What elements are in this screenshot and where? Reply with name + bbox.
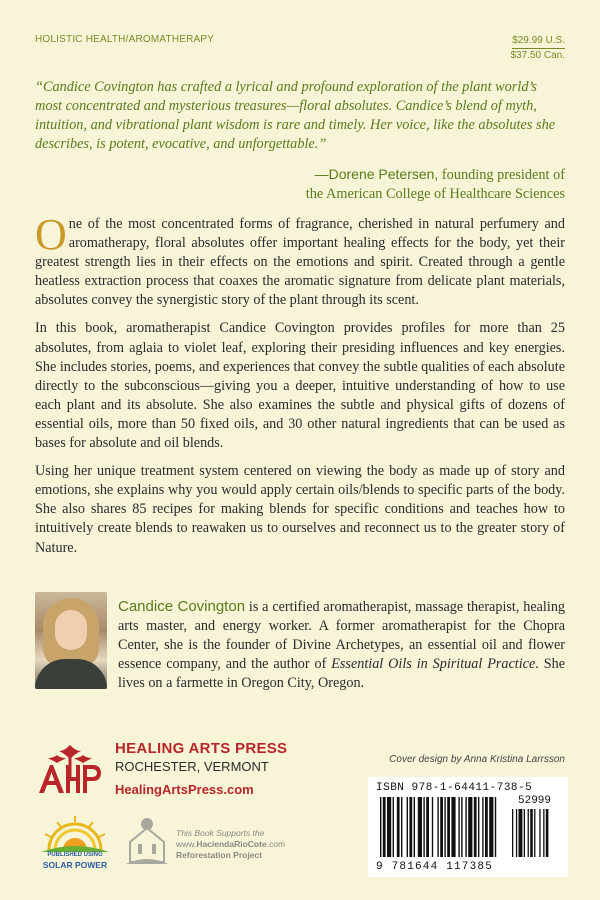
paragraph-1	[35, 210, 565, 310]
reforestation-badge	[122, 814, 285, 866]
category-label: HOLISTIC HEALTH/AROMATHERAPY	[35, 34, 215, 45]
author-name: Candice Covington	[118, 598, 246, 615]
reforestation-url-suffix: .com	[266, 839, 286, 849]
reforestation-line-3: Reforestation Project	[176, 850, 262, 860]
attribution-title-2: the American College of Healthcare Sciences	[305, 186, 565, 202]
paragraph-1-text: ne of the most concentrated forms of fragrance, cherished in natural perfumery and aromatherapy, floral absolutes offer important healing effects for the body, yet their greatest strength lies in their effects on the emotions and spirit. Created through a gentle heatless extraction process that coaxes the aromatic signature from delicate plant materials, absolutes convey the synergistic story of the plant through its scent.	[35, 216, 565, 309]
isbn-label: ISBN 978-1-64411-738-5	[376, 782, 533, 794]
price-block	[511, 34, 566, 62]
price-ca: $37.50 Can.	[510, 50, 565, 61]
attribution-name: —Dorene Petersen,	[314, 166, 439, 182]
endorsement-quote: “Candice Covington has crafted a lyrical and profound exploration of the plant world’s most concentrated and mysterious treasures—floral absolutes. Candice’s blend of myth, intuition, and vibrational plant wisdom is rare and timely. Her voice, like the absolutes she describes, is potent, evocative, and unforgettable.”	[35, 79, 556, 152]
barcode-price-code: 52999	[518, 795, 552, 807]
isbn-digits: 9 781644 117385	[376, 861, 494, 873]
reforestation-line-2[interactable]	[176, 839, 285, 850]
solar-line-2: SOLAR POWER	[42, 860, 108, 870]
ahp-tree-logo-icon	[35, 741, 105, 797]
author-photo-shirt	[35, 659, 107, 689]
price-us: $29.99 U.S.	[512, 34, 565, 49]
publisher-text	[115, 740, 287, 797]
barcode-box	[368, 777, 568, 877]
paragraph-3: Using her unique treatment system centered on viewing the body as made up of story and emotions, she explains why you would apply certain oils/blends to specific parts of the body. She also shares 85 recipes for making blends for specific conditions and teaches how to intuitively create blends to reawaken us to ourselves and reconnect us to the greater story of Nature.	[35, 463, 565, 556]
publisher-city: ROCHESTER, VERMONT	[115, 759, 269, 774]
solar-line-1: PUBLISHED USING	[47, 852, 103, 858]
hacienda-rio-cote-logo-icon	[122, 814, 172, 866]
solar-power-badge	[35, 812, 115, 874]
barcode-icon	[376, 797, 560, 859]
cover-credit: Cover design by Anna Kristina Larrsson	[389, 754, 565, 765]
reforestation-url-prefix: www.	[176, 839, 197, 849]
bio-book-title: Essential Oils in Spiritual Practice	[331, 656, 536, 673]
author-bio	[118, 597, 565, 693]
publisher-block	[35, 740, 287, 797]
publisher-url[interactable]: HealingArtsPress.com	[115, 782, 254, 797]
author-photo-face	[55, 610, 87, 650]
paragraph-2: In this book, aromatherapist Candice Covington provides profiles for more than 25 absolutes, from aglaia to violet leaf, exploring their presiding influences and key energies. She includes stories, poems, and experiences that convey the subtle qualities of each absolute directly to the subconscious—giving you a deeper, intuitive understanding of how to use each plant and its absolute. She also examines the subtle and physical gifts of dozens of essential oils, more than 50 fixed oils, and 30 other natural ingredients that can be used as bases for absolute and oil blends.	[35, 320, 565, 452]
bio-text-2: . She lives on a farmette in Oregon City, Oregon.	[118, 656, 565, 692]
reforestation-text	[176, 828, 285, 861]
description-body	[35, 210, 565, 567]
sun-icon	[35, 812, 115, 852]
top-bar	[35, 34, 565, 62]
reforestation-url-domain: HaciendaRioCote	[196, 839, 267, 849]
attribution-title-1: founding president of	[441, 167, 565, 183]
author-photo	[35, 592, 107, 689]
dropcap: O	[35, 210, 67, 259]
reforestation-line-1: This Book Supports the	[176, 828, 265, 838]
quote-attribution	[306, 165, 565, 204]
bio-text-1: is a certified aromatherapist, massage therapist, healing arts master, and energy worker. A former aromatherapist for the Chopra Center, she is the founder of Divine Archetypes, an essential oil and flower essence company, and the author of	[118, 599, 566, 673]
publisher-name: HEALING ARTS PRESS	[115, 740, 288, 757]
